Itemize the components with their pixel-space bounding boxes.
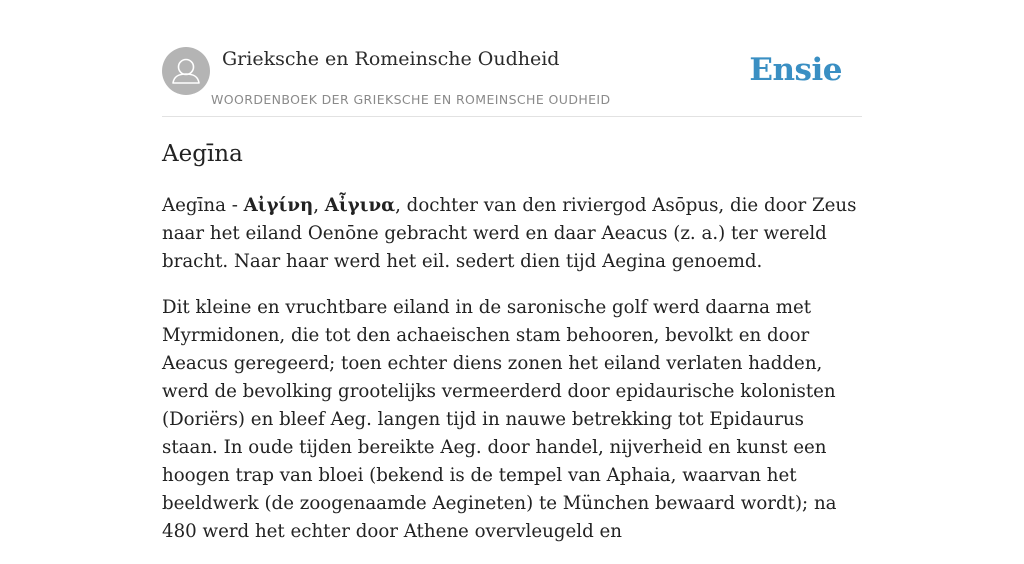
dictionary-subtitle: WOORDENBOEK DER GRIEKSCHE EN ROMEINSCHE OUDHEID	[211, 92, 611, 107]
entry-paragraph-1-text: , dochter van den riviergod Asōpus, die door Zeus naar het eiland Oenōne gebracht werd en daar Aeacus (z. a.) ter wereld bracht. Naar haar werd het eil. sedert dien tijd Aegina genoemd.	[162, 195, 857, 272]
dictionary-title[interactable]: Grieksche en Romeinsche Oudheid	[222, 48, 560, 70]
entry-content	[162, 192, 862, 564]
greek-term-1: Αἰγίνη	[243, 195, 314, 216]
entry-paragraph-1	[162, 192, 862, 276]
user-avatar-icon[interactable]	[162, 47, 210, 95]
entry-lead: Aegīna -	[162, 195, 244, 216]
entry-title: Aegīna	[162, 141, 243, 167]
greek-separator: ,	[313, 195, 325, 216]
ensie-logo-link[interactable]: Ensie	[749, 52, 842, 88]
dictionary-header	[162, 44, 862, 117]
greek-term-2: Αἶγινα	[324, 195, 396, 216]
entry-paragraph-2: Dit kleine en vruchtbare eiland in de saronische golf werd daarna met Myrmidonen, die tot den achaeischen stam behooren, bevolkt en door Aeacus geregeerd; toen echter diens zonen het eiland verlaten hadden, werd de bevolking grootelijks vermeerderd door epidaurische kolonisten (Doriërs) en bleef Aeg. langen tijd in nauwe betrekking tot Epidaurus staan. In oude tijden bereikte Aeg. door handel, nijverheid en kunst een hoogen trap van bloei (bekend is de tempel van Aphaia, waarvan het beeldwerk (de zoogenaamde Aegineten) te München bewaard wordt); na 480 werd het echter door Athene overvleugeld en	[162, 297, 837, 542]
